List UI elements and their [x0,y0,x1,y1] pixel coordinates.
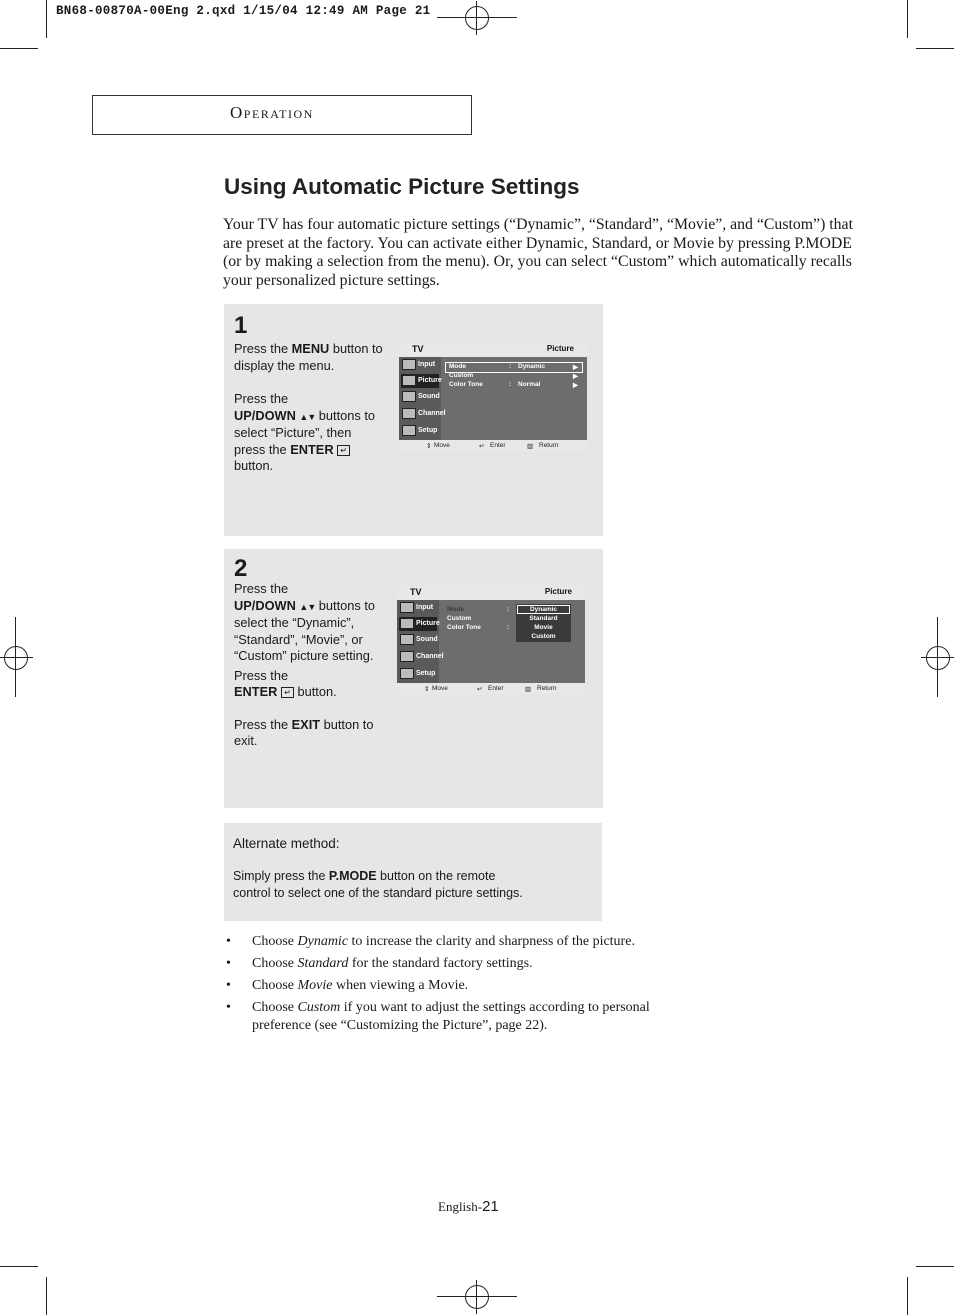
text: for the standard factory settings. [348,956,533,971]
osd-screen-mode-options [397,586,585,694]
osd-row-label: Color Tone [447,624,481,631]
alternate-heading: Alternate method: [233,836,340,851]
registration-mark [4,646,28,670]
channel-icon [402,408,416,419]
osd-row-label: Custom [447,615,472,622]
alternate-method-panel [224,823,602,921]
osd-item-label: Picture [416,620,440,627]
osd-colon: : [507,606,510,613]
osd-item-sound [401,390,439,404]
text: Press the [234,341,292,356]
arrow-right-icon: ▶ [573,373,578,380]
text: button. [293,684,337,699]
osd-tv-label: TV [410,587,422,597]
osd-item-sound [399,633,437,647]
text: Press the [234,716,292,732]
input-icon [400,602,414,613]
osd-row-value: Dynamic [518,363,546,370]
osd-footer-enter: Enter [490,442,506,449]
enter-key: ENTER [290,441,334,457]
text: buttons to select the “Dynamic”, “Standard”, “Movie”, or “Custom” picture setting. [234,597,376,663]
osd-colon: : [509,363,512,370]
osd-footer [399,440,587,451]
osd-header [397,586,585,600]
osd-footer-return: Return [539,442,559,449]
sound-icon [402,391,416,402]
osd-item-picture [399,617,440,631]
intro-paragraph: Your TV has four automatic picture settings (“Dynamic”, “Standard”, “Movie”, and “Custom”) that are preset at the factory. You can activate either Dynamic, Standard, or Movie by pressing P.MODE (or by making a selection from the menu). Or, you can select “Custom” which automatically recalls your personalized picture settings. [223,216,853,289]
crop-mark [916,1266,954,1267]
move-icon: ⇕ [424,686,430,693]
osd-footer-move: Move [432,685,448,692]
text: if you want to adjust the settings according to personal [340,1000,650,1015]
picture-icon [402,375,416,386]
file-slug: BN68-00870A-00Eng 2.qxd 1/15/04 12:49 AM Page 21 [56,4,431,18]
picture-icon [400,618,414,629]
registration-mark [465,6,489,30]
enter-icon: ↵ [477,686,483,693]
step-2-panel [224,549,603,808]
osd-option: Dynamic [529,606,558,613]
bullet-icon: • [226,934,231,949]
page-footer [438,1198,499,1215]
bullet-icon: • [226,978,231,993]
list-item [224,931,704,953]
crop-mark [907,0,908,38]
text: button to exit. [234,716,374,748]
up-down-arrows-icon: ▲▼ [299,411,316,422]
crop-mark [0,48,38,49]
enter-key: ENTER [234,684,278,699]
crop-mark [0,1266,38,1267]
osd-footer-move: Move [434,442,450,449]
arrow-right-icon: ▶ [573,382,578,389]
crop-mark [916,48,954,49]
osd-colon: : [507,624,510,631]
osd-screen-picture-menu [399,343,587,451]
page-number: 21 [482,1198,499,1215]
osd-item-channel [401,407,446,421]
text: button. [234,458,274,473]
updown-key: UP/DOWN [234,597,296,613]
setting-name: Standard [297,956,349,971]
step-number: 1 [234,312,248,339]
osd-row-label: Color Tone [449,381,483,388]
text: Choose [252,1000,298,1015]
updown-key: UP/DOWN [234,407,296,423]
footer-language: English- [438,1199,483,1214]
osd-item-label: Sound [418,393,440,400]
osd-item-label: Input [416,604,434,611]
osd-row-label: Mode [447,606,464,613]
osd-item-input [401,358,439,372]
list-item [224,975,704,997]
move-icon: ⇕ [426,443,432,450]
return-icon: ▥ [527,443,534,450]
osd-option: Movie [534,624,553,631]
channel-icon [400,651,414,662]
crop-mark [907,1277,908,1315]
osd-sidebar [399,357,446,440]
osd-row-label: Mode [449,363,466,370]
registration-mark [465,1285,489,1309]
osd-item-label: Input [418,361,436,368]
osd-tv-label: TV [412,344,424,354]
osd-footer-return: Return [537,685,557,692]
text: button on the remote [376,869,496,883]
text: to increase the clarity and sharpness of the picture. [348,934,635,949]
step-1-panel [224,304,603,536]
setting-name: Movie [297,978,333,993]
bullet-icon: • [226,956,231,971]
text: Press the [234,391,289,406]
osd-item-input [399,601,437,615]
bullet-list [224,931,704,1037]
setting-name: Custom [297,1000,341,1015]
text: Choose [252,978,298,993]
osd-colon: : [509,381,512,388]
registration-mark [926,646,950,670]
text: Press the [234,667,289,683]
text: buttons to select “Picture”, then press the [234,407,376,457]
osd-item-picture [401,374,442,388]
exit-key: EXIT [291,716,321,732]
osd-item-label: Setup [418,427,438,434]
arrow-right-icon: ▶ [573,364,578,371]
step-2-instructions [234,581,384,750]
osd-title: Picture [546,344,574,353]
crop-mark [46,1277,47,1315]
text: Press the [234,581,289,596]
pmode-key: P.MODE [328,869,377,883]
osd-item-setup [401,424,439,438]
section-title: Operation [230,103,314,122]
osd-row-label: Custom [449,372,474,379]
text: control to select one of the standard picture settings. [233,886,523,900]
osd-item-label: Channel [416,653,444,660]
enter-icon: ↵ [337,445,350,456]
text: Simply press the [233,869,329,883]
text: Choose [252,956,298,971]
osd-options-dropdown [516,604,571,642]
input-icon [402,359,416,370]
osd-footer-enter: Enter [488,685,504,692]
osd-row-value: Normal [518,381,541,388]
up-down-arrows-icon: ▲▼ [299,601,316,612]
osd-item-channel [399,650,444,664]
list-item [224,997,704,1037]
osd-item-setup [399,667,437,681]
osd-item-label: Sound [416,636,438,643]
osd-option: Custom [531,633,556,640]
page-title: Using Automatic Picture Settings [224,174,580,199]
osd-sidebar [397,600,444,683]
sound-icon [400,634,414,645]
osd-footer [397,683,585,694]
step-1-instructions [234,341,384,475]
text: when viewing a Movie. [332,978,469,993]
osd-option: Standard [529,615,558,622]
osd-item-label: Setup [416,670,436,677]
enter-icon: ↵ [281,687,294,698]
text: Choose [252,934,298,949]
osd-title: Picture [544,587,572,596]
text: preference (see “Customizing the Picture”, page 22). [252,1018,548,1033]
setup-icon [402,425,416,436]
osd-item-label: Picture [418,377,442,384]
osd-item-label: Channel [418,410,446,417]
bullet-icon: • [226,1000,231,1015]
alternate-text [233,868,593,902]
text: button to display the menu. [234,341,383,373]
setting-name: Dynamic [297,934,349,949]
menu-key: MENU [291,341,330,356]
list-item [224,953,704,975]
enter-icon: ↵ [479,443,485,450]
step-number: 2 [234,555,248,582]
crop-mark [46,0,47,38]
return-icon: ▥ [525,686,532,693]
osd-header [399,343,587,357]
setup-icon [400,668,414,679]
